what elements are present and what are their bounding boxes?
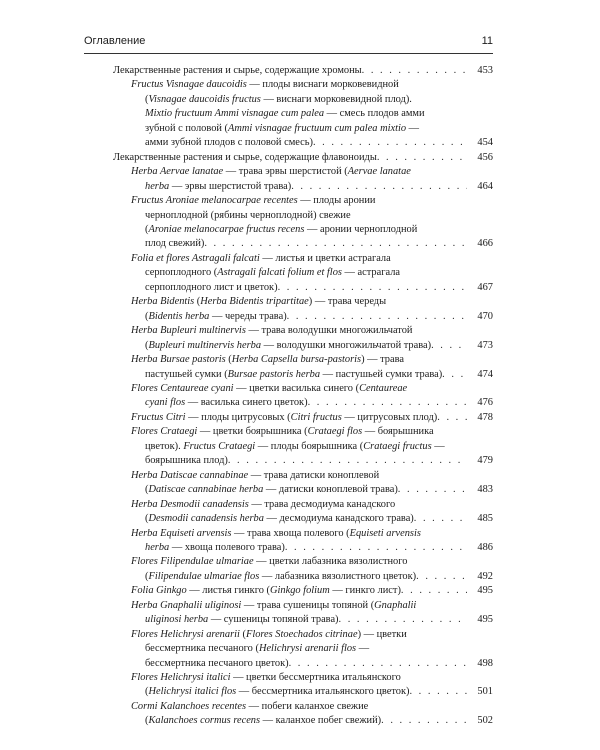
leader-dots — [442, 368, 467, 382]
toc-entry[interactable] — [113, 411, 493, 425]
toc-page-number: 483 — [477, 484, 493, 496]
toc-line: Herba Bidentis (Herba Bidentis tripartitae) — трава череды — [131, 296, 387, 308]
toc-page-number: 495 — [477, 585, 493, 597]
leader-dots — [409, 685, 467, 699]
leader-dots — [289, 657, 467, 671]
toc-line: зубной с половой (Ammi visnagae fructuum cum palea mixtio — — [145, 122, 420, 134]
toc-line: uliginosi herba — сушеницы топяной трава) . . . — [131, 613, 467, 627]
toc-entry-text — [131, 584, 467, 598]
toc-line: (Bidentis herba — череды трава) . . . — [131, 310, 467, 324]
toc-entry-text — [113, 151, 467, 165]
toc-entry-text — [131, 194, 467, 252]
toc-line: черноплодной (рябины черноплодной) свежие — [145, 209, 351, 221]
toc-page-number: 470 — [477, 310, 493, 322]
toc-entry[interactable] — [113, 469, 493, 498]
toc-entry-text — [131, 252, 467, 295]
toc-line: (Desmodii canadensis herba — десмодиума канадского трава) . . . — [131, 512, 467, 526]
toc-line: herba — хвоща полевого трава) . . . — [131, 541, 467, 555]
toc-line: бессмертника песчаного цветок) . . . — [131, 657, 467, 671]
toc-page-number: 501 — [477, 686, 493, 698]
toc-entry-text — [131, 295, 467, 324]
toc-section[interactable] — [113, 151, 493, 165]
toc-line: Herba Aervae lanatae — трава эрвы шерстистой (Aervae lanatae — [131, 166, 411, 178]
toc-entry[interactable] — [113, 700, 493, 729]
toc-entry-text — [131, 425, 467, 468]
toc-line: Лекарственные растения и сырье, содержащие хромоны . . . — [113, 64, 467, 78]
toc-line: Herba Equiseti arvensis — трава хвоща полевого (Equiseti arvensis — [131, 527, 421, 539]
toc-line: Flores Helichrysi italici — цветки бессмертника итальянского — [131, 672, 401, 684]
toc-line: Flores Crataegi — цветки боярышника (Crataegi flos — боярышника — [131, 426, 434, 438]
table-of-contents — [113, 64, 493, 729]
toc-page-number: 474 — [477, 368, 493, 380]
toc-entry-text — [131, 700, 467, 729]
toc-line: (Helichrysi italici flos — бессмертника итальянского цветок) . . . — [131, 685, 467, 699]
toc-page-number: 495 — [477, 614, 493, 626]
toc-entry-text — [131, 78, 467, 150]
toc-entry-text — [131, 527, 467, 556]
toc-line: плод свежий) . . . — [131, 237, 467, 251]
toc-entry-text — [131, 411, 467, 425]
toc-page-number: 467 — [477, 281, 493, 293]
toc-line: Flores Filipendulae ulmariae — цветки лабазника вязолистного — [131, 556, 408, 568]
leader-dots — [285, 541, 467, 555]
toc-line: (Visnagae daucoidis fructus — виснаги морковевидной плод). — [145, 93, 412, 105]
toc-entry-text — [131, 498, 467, 527]
toc-entry[interactable] — [113, 165, 493, 194]
toc-entry-text — [131, 628, 467, 671]
toc-entry[interactable] — [113, 628, 493, 671]
toc-page-number: 486 — [477, 541, 493, 553]
leader-dots — [278, 281, 467, 295]
leader-dots — [362, 64, 467, 78]
toc-page-number: 464 — [477, 180, 493, 192]
toc-entry-text — [131, 555, 467, 584]
header-title: Оглавление — [84, 35, 146, 47]
toc-line: Folia et flores Astragali falcati — листья и цветки астрагала — [131, 252, 391, 264]
toc-line: амми зубной плодов с половой смесь) . . . — [131, 136, 467, 150]
toc-line: (Aroniae melanocarpae fructus recens — аронии черноплодной — [145, 223, 418, 235]
leader-dots — [228, 454, 467, 468]
toc-line: бессмертника песчаного (Helichrysi arenarii flos — — [145, 643, 370, 655]
toc-line: Fructus Citri — плоды цитрусовых (Citri fructus — цитрусовых плод) . . . — [131, 411, 467, 425]
toc-page-number: 453 — [477, 65, 493, 76]
toc-entry-text — [131, 165, 467, 194]
toc-line: (Filipendulae ulmariae flos — лабазника вязолистного цветок) . . . — [131, 570, 467, 584]
toc-entry[interactable] — [113, 671, 493, 700]
toc-line: cyani flos — василька синего цветок) . . . — [131, 396, 467, 410]
leader-dots — [437, 411, 467, 425]
toc-page-number: 502 — [477, 715, 493, 727]
toc-line: цветок). Fructus Crataegi — плоды боярышника (Crataegi fructus — — [145, 440, 445, 452]
leader-dots — [416, 570, 467, 584]
leader-dots — [339, 613, 467, 627]
toc-page-number: 478 — [477, 411, 493, 423]
leader-dots — [377, 151, 467, 165]
leader-dots — [431, 339, 467, 353]
toc-entry[interactable] — [113, 252, 493, 295]
leader-dots — [204, 237, 467, 251]
toc-entry[interactable] — [113, 527, 493, 556]
toc-page-number: 492 — [477, 570, 493, 582]
toc-line: Herba Datiscae cannabinae — трава датиски коноплевой — [131, 469, 380, 481]
toc-page-number: 498 — [477, 657, 493, 669]
toc-line: Cormi Kalanchoes recentes — побеги каланхое свежие — [131, 700, 369, 712]
toc-line: (Kalanchoes cormus recens — каланхое побег свежий) . . . — [131, 714, 467, 728]
toc-page-number: 473 — [477, 339, 493, 351]
leader-dots — [287, 310, 467, 324]
toc-page-number: 456 — [477, 151, 493, 163]
toc-entry-text — [131, 671, 467, 700]
toc-line: Folia Ginkgo — листья гинкго (Ginkgo folium — гинкго лист) . . . — [131, 584, 467, 598]
toc-page-number: 485 — [477, 513, 493, 525]
toc-line: Herba Bursae pastoris (Herba Capsella bursa-pastoris) — трава — [131, 354, 404, 366]
leader-dots — [381, 714, 467, 728]
toc-line: серпоплодного лист и цветок) . . . — [131, 281, 467, 295]
toc-line: (Bupleuri multinervis herba — володушки многожильчатой трава) . . . — [131, 339, 467, 353]
toc-line: Mixtio fructuum Ammi visnagae cum palea — смесь плодов амми — [145, 108, 425, 120]
toc-entry-text — [131, 382, 467, 411]
toc-entry[interactable] — [113, 555, 493, 584]
toc-page-number: 454 — [477, 137, 493, 149]
toc-entry-text — [131, 469, 467, 498]
toc-line: Herba Bupleuri multinervis — трава володушки многожильчатой — [131, 325, 413, 337]
toc-line: серпоплодного (Astragali falcati folium et flos — астрагала — [145, 267, 400, 279]
toc-line: пастушьей сумки (Bursae pastoris herba — пастушьей сумки трава) . . . — [131, 368, 467, 382]
toc-entry[interactable] — [113, 78, 493, 150]
toc-page-number: 479 — [477, 455, 493, 467]
toc-page-number: 476 — [477, 397, 493, 409]
toc-entry-text — [113, 64, 467, 78]
leader-dots — [398, 483, 467, 497]
header-page-number: 11 — [481, 35, 493, 47]
toc-line: Herba Desmodii canadensis — трава десмодиума канадского — [131, 498, 396, 510]
leader-dots — [291, 180, 467, 194]
leader-dots — [308, 396, 467, 410]
running-header — [84, 33, 493, 53]
toc-section[interactable] — [113, 64, 493, 78]
toc-entry-text — [131, 324, 467, 353]
toc-line: Fructus Aroniae melanocarpae recentes — плоды аронии — [131, 195, 376, 207]
toc-line: herba — эрвы шерстистой трава) . . . — [131, 180, 467, 194]
leader-dots — [414, 512, 467, 526]
toc-entry[interactable] — [113, 425, 493, 468]
toc-line: (Datiscae cannabinae herba — датиски коноплевой трава) . . . — [131, 483, 467, 497]
toc-entry[interactable] — [113, 194, 493, 252]
toc-entry[interactable] — [113, 584, 493, 598]
toc-line: Herba Gnaphalii uliginosi — трава сушеницы топяной (Gnaphalii — [131, 599, 417, 611]
toc-entry[interactable] — [113, 599, 493, 628]
toc-line: боярышника плод) . . . — [131, 454, 467, 468]
toc-entry[interactable] — [113, 382, 493, 411]
toc-entry[interactable] — [113, 324, 493, 353]
header-rule — [84, 53, 493, 54]
toc-line: Лекарственные растения и сырье, содержащие флавоноиды . . . — [113, 151, 467, 165]
leader-dots — [313, 136, 467, 150]
toc-page-number: 466 — [477, 238, 493, 250]
toc-entry[interactable] — [113, 295, 493, 324]
toc-line: Fructus Visnagae daucoidis — плоды виснаги морковевидной — [131, 79, 399, 91]
toc-entry-text — [131, 353, 467, 382]
toc-entry-text — [131, 599, 467, 628]
toc-line: Flores Centaureae cyani — цветки василька синего (Centaureae — [131, 382, 408, 394]
toc-entry[interactable] — [113, 498, 493, 527]
toc-entry[interactable] — [113, 353, 493, 382]
leader-dots — [401, 584, 467, 598]
toc-line: Flores Helichrysi arenarii (Flores Stoechados citrinae) — цветки — [131, 628, 407, 640]
